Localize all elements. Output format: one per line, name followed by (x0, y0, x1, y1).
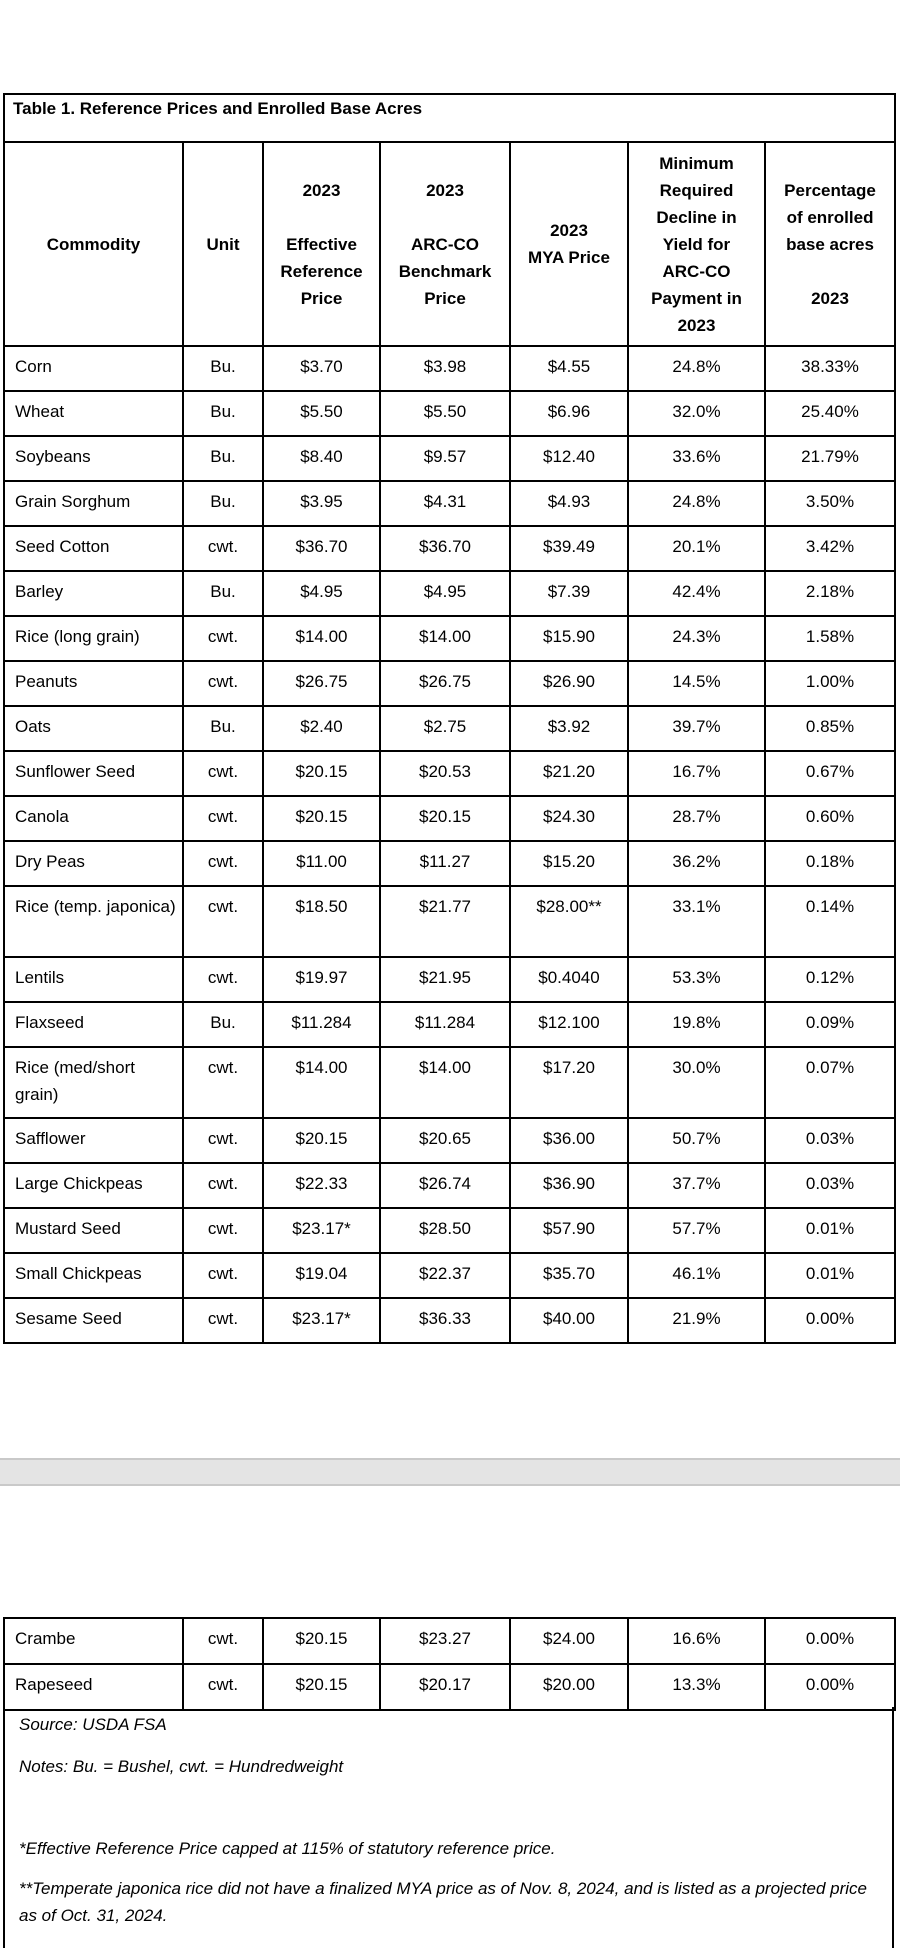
value-cell: $14.00 (263, 616, 380, 661)
value-cell: $26.75 (380, 661, 510, 706)
commodity-cell: Safflower (4, 1118, 183, 1163)
column-header-arc-co-benchmark-price (380, 142, 510, 346)
value-cell: $11.284 (380, 1002, 510, 1047)
units-note: Notes: Bu. = Bushel, cwt. = Hundredweight (19, 1757, 344, 1776)
value-cell: 1.00% (765, 661, 895, 706)
value-cell: $20.17 (380, 1664, 510, 1710)
header-line: Reference (280, 261, 363, 281)
header-line: Unit (206, 234, 240, 254)
value-cell: cwt. (183, 526, 263, 571)
table-row (4, 1253, 895, 1298)
header-line: Required (659, 180, 734, 200)
value-cell: 3.42% (765, 526, 895, 571)
value-cell: cwt. (183, 796, 263, 841)
value-cell: 3.50% (765, 481, 895, 526)
table-row (4, 1618, 895, 1664)
value-cell: $11.27 (380, 841, 510, 886)
table-row (4, 616, 895, 661)
commodity-cell: Oats (4, 706, 183, 751)
value-cell: 0.00% (765, 1664, 895, 1710)
value-cell: Bu. (183, 346, 263, 391)
value-cell: $12.40 (510, 436, 628, 481)
value-cell: $21.95 (380, 957, 510, 1002)
commodity-cell: Small Chickpeas (4, 1253, 183, 1298)
header-line: Percentage (784, 180, 876, 200)
value-cell: Bu. (183, 571, 263, 616)
value-cell: 0.03% (765, 1118, 895, 1163)
commodity-cell: Rice (med/short grain) (4, 1047, 183, 1118)
value-cell: 0.67% (765, 751, 895, 796)
commodity-cell: Canola (4, 796, 183, 841)
value-cell: Bu. (183, 706, 263, 751)
value-cell: $20.15 (263, 1618, 380, 1664)
value-cell: 0.03% (765, 1163, 895, 1208)
value-cell: 57.7% (628, 1208, 765, 1253)
value-cell: $3.98 (380, 346, 510, 391)
value-cell: 28.7% (628, 796, 765, 841)
value-cell: 2.18% (765, 571, 895, 616)
value-cell: Bu. (183, 481, 263, 526)
value-cell: $4.55 (510, 346, 628, 391)
commodity-cell: Wheat (4, 391, 183, 436)
value-cell: $4.95 (380, 571, 510, 616)
reference-prices-table (3, 93, 896, 1344)
reference-prices-table-continued (3, 1617, 896, 1711)
value-cell: Bu. (183, 1002, 263, 1047)
header-line: Commodity (46, 234, 141, 254)
header-line: Yield for (662, 234, 731, 254)
value-cell: $6.96 (510, 391, 628, 436)
value-cell: 1.58% (765, 616, 895, 661)
value-cell: 42.4% (628, 571, 765, 616)
value-cell: $39.49 (510, 526, 628, 571)
value-cell: $23.27 (380, 1618, 510, 1664)
value-cell: cwt. (183, 616, 263, 661)
header-line: Minimum (659, 153, 734, 173)
value-cell: $22.33 (263, 1163, 380, 1208)
value-cell: cwt. (183, 841, 263, 886)
header-line: Benchmark (398, 261, 492, 281)
value-cell: 25.40% (765, 391, 895, 436)
value-cell: $21.77 (380, 886, 510, 957)
column-header-minimum-decline (628, 142, 765, 346)
value-cell: cwt. (183, 661, 263, 706)
value-cell: 38.33% (765, 346, 895, 391)
table-row (4, 391, 895, 436)
table-title: Table 1. Reference Prices and Enrolled Base Acres (4, 94, 895, 142)
commodity-cell: Dry Peas (4, 841, 183, 886)
header-line: 2023 (677, 315, 716, 335)
value-cell: 33.6% (628, 436, 765, 481)
header-line: 2023 (550, 221, 588, 240)
table-row (4, 481, 895, 526)
table-row (4, 841, 895, 886)
value-cell: 0.14% (765, 886, 895, 957)
value-cell: $3.95 (263, 481, 380, 526)
value-cell: $20.15 (263, 796, 380, 841)
value-cell: $11.284 (263, 1002, 380, 1047)
value-cell: 39.7% (628, 706, 765, 751)
commodity-cell: Corn (4, 346, 183, 391)
value-cell: $28.00** (510, 886, 628, 957)
commodity-cell: Sunflower Seed (4, 751, 183, 796)
value-cell: $20.15 (263, 751, 380, 796)
value-cell: $7.39 (510, 571, 628, 616)
table-row (4, 1047, 895, 1118)
value-cell: 53.3% (628, 957, 765, 1002)
value-cell: $24.30 (510, 796, 628, 841)
commodity-cell: Lentils (4, 957, 183, 1002)
value-cell: cwt. (183, 1618, 263, 1664)
value-cell: $36.70 (380, 526, 510, 571)
value-cell: cwt. (183, 751, 263, 796)
value-cell: 0.09% (765, 1002, 895, 1047)
value-cell: $3.92 (510, 706, 628, 751)
value-cell: 37.7% (628, 1163, 765, 1208)
value-cell: 33.1% (628, 886, 765, 957)
table-row (4, 1163, 895, 1208)
commodity-cell: Crambe (4, 1618, 183, 1664)
header-line: Price (300, 288, 343, 308)
value-cell: 0.12% (765, 957, 895, 1002)
value-cell: $20.00 (510, 1664, 628, 1710)
value-cell: $14.00 (380, 1047, 510, 1118)
value-cell: 0.07% (765, 1047, 895, 1118)
header-line: Payment in (651, 288, 742, 308)
value-cell: $40.00 (510, 1298, 628, 1343)
value-cell: $18.50 (263, 886, 380, 957)
value-cell: 24.8% (628, 481, 765, 526)
header-line (766, 258, 894, 285)
commodity-cell: Soybeans (4, 436, 183, 481)
column-header-unit (183, 142, 263, 346)
value-cell: $20.53 (380, 751, 510, 796)
value-cell: 0.60% (765, 796, 895, 841)
value-cell: $20.15 (263, 1664, 380, 1710)
value-cell: $11.00 (263, 841, 380, 886)
value-cell: cwt. (183, 886, 263, 957)
header-line: 2023 (426, 180, 464, 200)
commodity-cell: Rice (long grain) (4, 616, 183, 661)
value-cell: 0.00% (765, 1298, 895, 1343)
commodity-cell: Rice (temp. japonica) (4, 886, 183, 957)
table-row (4, 1298, 895, 1343)
column-header-mya-price (510, 142, 628, 346)
value-cell: cwt. (183, 957, 263, 1002)
value-cell: 24.8% (628, 346, 765, 391)
value-cell: 50.7% (628, 1118, 765, 1163)
header-line: ARC-CO (411, 234, 479, 254)
value-cell: 32.0% (628, 391, 765, 436)
value-cell: $23.17* (263, 1298, 380, 1343)
value-cell: $20.15 (380, 796, 510, 841)
value-cell: 16.7% (628, 751, 765, 796)
value-cell: $26.90 (510, 661, 628, 706)
header-line: Price (424, 288, 466, 308)
footnote-capped-price: *Effective Reference Price capped at 115% of statutory reference price. (19, 1839, 556, 1858)
header-line: MYA Price (528, 248, 610, 267)
table-row (4, 661, 895, 706)
value-cell: $4.95 (263, 571, 380, 616)
value-cell: 0.85% (765, 706, 895, 751)
value-cell: $4.93 (510, 481, 628, 526)
table-row (4, 526, 895, 571)
value-cell: $15.20 (510, 841, 628, 886)
value-cell: cwt. (183, 1163, 263, 1208)
value-cell: $36.90 (510, 1163, 628, 1208)
value-cell: 46.1% (628, 1253, 765, 1298)
header-line: 2023 (302, 180, 341, 200)
commodity-cell: Barley (4, 571, 183, 616)
table-row (4, 1208, 895, 1253)
commodity-cell: Grain Sorghum (4, 481, 183, 526)
value-cell: $8.40 (263, 436, 380, 481)
commodity-cell: Large Chickpeas (4, 1163, 183, 1208)
value-cell: 13.3% (628, 1664, 765, 1710)
value-cell: $0.4040 (510, 957, 628, 1002)
value-cell: $5.50 (380, 391, 510, 436)
value-cell: 36.2% (628, 841, 765, 886)
commodity-cell: Sesame Seed (4, 1298, 183, 1343)
commodity-cell: Mustard Seed (4, 1208, 183, 1253)
value-cell: $19.04 (263, 1253, 380, 1298)
commodity-cell: Rapeseed (4, 1664, 183, 1710)
value-cell: $9.57 (380, 436, 510, 481)
value-cell: $12.100 (510, 1002, 628, 1047)
value-cell: $57.90 (510, 1208, 628, 1253)
value-cell: 14.5% (628, 661, 765, 706)
value-cell: $4.31 (380, 481, 510, 526)
commodity-cell: Seed Cotton (4, 526, 183, 571)
table-row (4, 346, 895, 391)
value-cell: $26.75 (263, 661, 380, 706)
table-row (4, 1664, 895, 1710)
column-header-commodity (4, 142, 183, 346)
commodity-cell: Flaxseed (4, 1002, 183, 1047)
table-row (4, 571, 895, 616)
value-cell: $23.17* (263, 1208, 380, 1253)
value-cell: $36.70 (263, 526, 380, 571)
value-cell: $20.15 (263, 1118, 380, 1163)
value-cell: $2.75 (380, 706, 510, 751)
value-cell: $20.65 (380, 1118, 510, 1163)
value-cell: $35.70 (510, 1253, 628, 1298)
value-cell: 24.3% (628, 616, 765, 661)
table-row (4, 957, 895, 1002)
value-cell: $21.20 (510, 751, 628, 796)
value-cell: $28.50 (380, 1208, 510, 1253)
value-cell: $14.00 (263, 1047, 380, 1118)
value-cell: 21.79% (765, 436, 895, 481)
value-cell: $24.00 (510, 1618, 628, 1664)
header-line: 2023 (811, 288, 849, 308)
value-cell: 0.00% (765, 1618, 895, 1664)
table-row (4, 706, 895, 751)
value-cell: 0.18% (765, 841, 895, 886)
page-break-divider (0, 1458, 900, 1486)
value-cell: cwt. (183, 1664, 263, 1710)
value-cell: $26.74 (380, 1163, 510, 1208)
value-cell: $3.70 (263, 346, 380, 391)
value-cell: Bu. (183, 391, 263, 436)
source-note: Source: USDA FSA (19, 1715, 167, 1734)
value-cell: 0.01% (765, 1253, 895, 1298)
header-line: Effective (286, 234, 357, 254)
value-cell: $19.97 (263, 957, 380, 1002)
value-cell: 19.8% (628, 1002, 765, 1047)
value-cell: $15.90 (510, 616, 628, 661)
value-cell: 0.01% (765, 1208, 895, 1253)
value-cell: 16.6% (628, 1618, 765, 1664)
column-header-effective-reference-price (263, 142, 380, 346)
header-line: of enrolled (786, 207, 874, 227)
table-row (4, 886, 895, 957)
header-line: ARC-CO (662, 261, 731, 281)
value-cell: $22.37 (380, 1253, 510, 1298)
value-cell: Bu. (183, 436, 263, 481)
header-line: base acres (786, 234, 874, 254)
table-row (4, 436, 895, 481)
header-line (381, 204, 509, 231)
value-cell: cwt. (183, 1298, 263, 1343)
value-cell: cwt. (183, 1047, 263, 1118)
value-cell: $36.00 (510, 1118, 628, 1163)
footnote-japonica-rice: **Temperate japonica rice did not have a finalized MYA price as of Nov. 8, 2024, and is listed as a projected price as of Oct. 31, 2024. (19, 1879, 867, 1925)
table-row (4, 751, 895, 796)
commodity-cell: Peanuts (4, 661, 183, 706)
table-row (4, 1002, 895, 1047)
value-cell: cwt. (183, 1208, 263, 1253)
value-cell: cwt. (183, 1253, 263, 1298)
value-cell: cwt. (183, 1118, 263, 1163)
value-cell: $2.40 (263, 706, 380, 751)
column-header-percentage-enrolled (765, 142, 895, 346)
value-cell: $14.00 (380, 616, 510, 661)
value-cell: 21.9% (628, 1298, 765, 1343)
value-cell: 20.1% (628, 526, 765, 571)
table-header-row (4, 142, 895, 346)
table-notes (3, 1707, 894, 1948)
header-line (264, 204, 379, 231)
value-cell: $17.20 (510, 1047, 628, 1118)
value-cell: $36.33 (380, 1298, 510, 1343)
header-line: Decline in (656, 207, 737, 227)
table-row (4, 796, 895, 841)
value-cell: $5.50 (263, 391, 380, 436)
value-cell: 30.0% (628, 1047, 765, 1118)
table-row (4, 1118, 895, 1163)
